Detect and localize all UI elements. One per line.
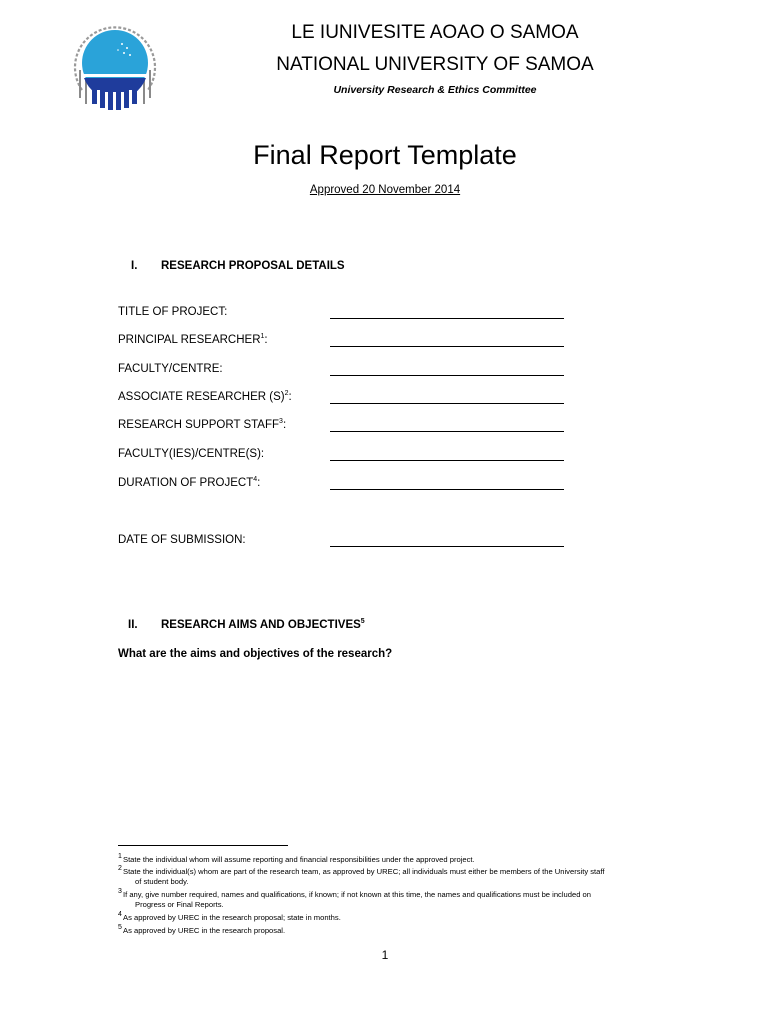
field-label-faculties-centres: FACULTY(IES)/CENTRE(S): [118,448,265,460]
field-label-research-support-staff: RESEARCH SUPPORT STAFF$^3$: [118,418,287,431]
field-line-duration-of-project[interactable] [330,489,564,490]
field-line-principal-researcher[interactable] [330,346,564,347]
field-label-faculty-centre: FACULTY/CENTRE: [118,363,223,375]
field-line-faculty-centre[interactable] [330,375,564,376]
section-number: II. [128,619,138,631]
footnote-1: 1 State the individual whom will assume reporting and financial responsibilities under the approved project. [118,853,475,864]
document-title: Final Report Template [253,140,517,170]
section-number: I. [131,260,138,272]
field-line-associate-researchers[interactable] [330,403,564,404]
university-name-english: NATIONAL UNIVERSITY OF SAMOA [276,54,594,75]
field-line-title-of-project[interactable] [330,318,564,319]
field-label-duration-of-project: DURATION OF PROJECT$^4$: [118,476,261,489]
footnote-5: 5 As approved by UREC in the research proposal. [118,924,286,935]
field-label-date-of-submission: DATE OF SUBMISSION: [118,534,246,546]
field-line-faculties-centres[interactable] [330,460,564,461]
footnote-2: 2 State the individual(s) whom are part of the research team, as approved by UREC; all individuals must either be members of the University staff of student body. [118,865,605,886]
field-label-principal-researcher: PRINCIPAL RESEARCHER$^1$: [118,333,268,346]
footnote-4: 4 As approved by UREC in the research proposal; state in months. [118,911,341,922]
aims-question: What are the aims and objectives of the research? [118,648,393,660]
footnote-separator [118,845,288,846]
field-line-research-support-staff[interactable] [330,431,564,432]
university-name-samoan: LE IUNIVESITE AOAO O SAMOA [291,22,579,43]
field-line-date-of-submission[interactable] [330,546,564,547]
committee-name: University Research & Ethics Committee [333,84,537,96]
field-label-associate-researchers: ASSOCIATE RESEARCHER $(S)^2$: [118,390,292,403]
section-title: RESEARCH PROPOSAL DETAILS [161,260,345,272]
field-label-title-of-project: TITLE OF PROJECT: [118,306,228,318]
footnote-3: 3 If any, give number required, names and qualifications, if known; if not known at this time, the names and qualifications must be included on Progress or Final Reports. [118,888,591,909]
approval-date: Approved 20 November 2014 [309,184,461,196]
page-number: 1 [381,948,389,962]
section-title: RESEARCH AIMS AND OBJECTIVES$^5$ [161,618,365,631]
university-logo [72,20,158,112]
